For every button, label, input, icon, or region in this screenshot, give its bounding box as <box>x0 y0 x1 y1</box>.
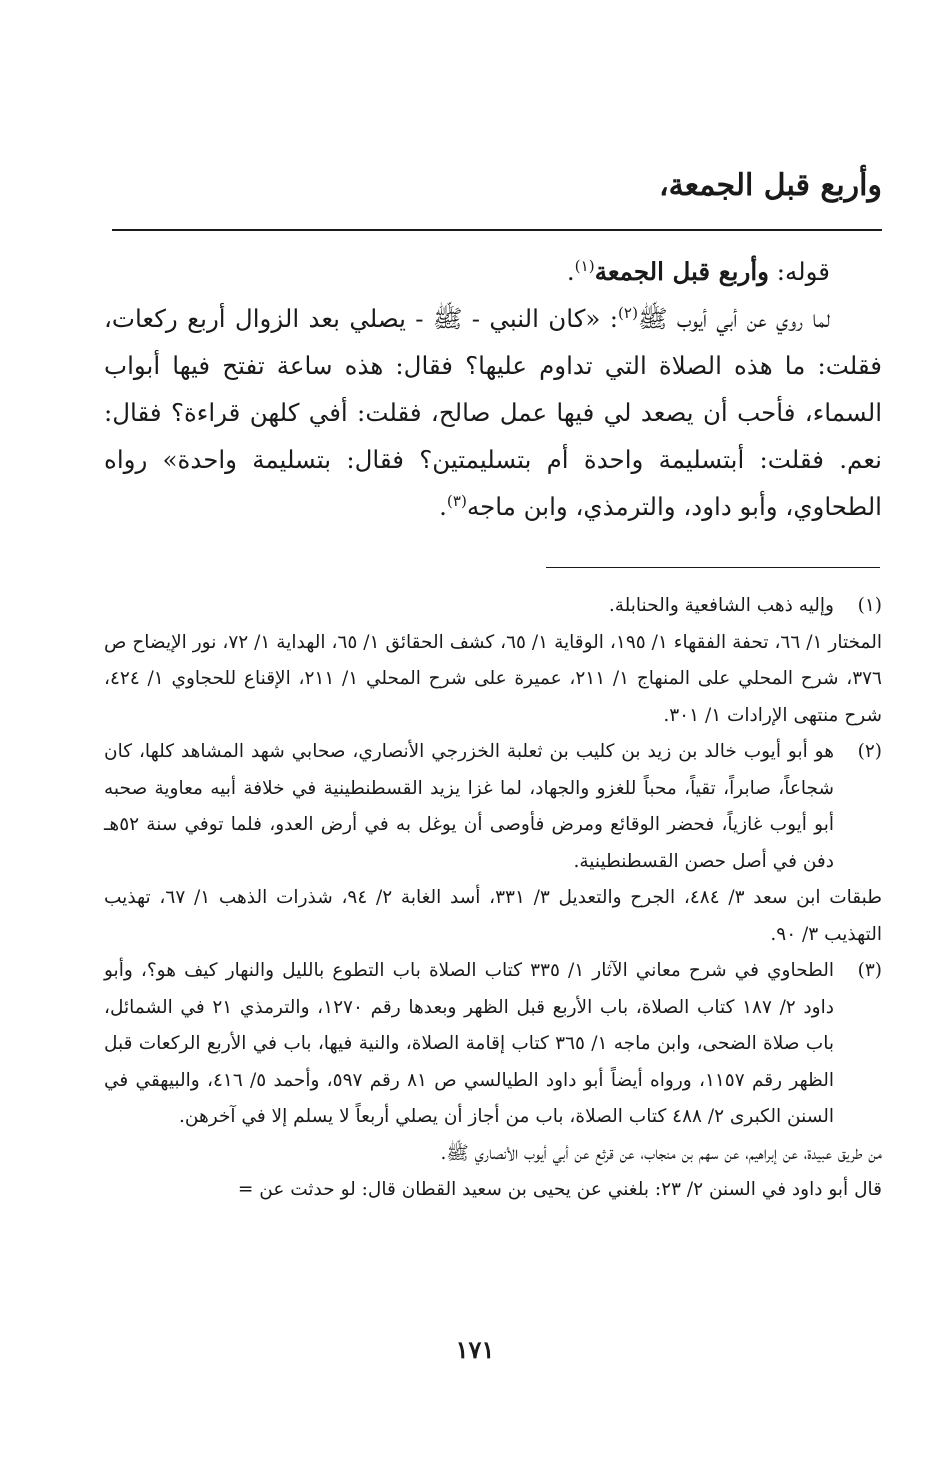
main-paragraph <box>104 295 882 530</box>
footnote-ref-3[interactable]: (٣) <box>446 491 467 510</box>
paragraph-part-2: : «كان النبي - ﷺ - يصلي بعد الزوال أربع ركعات، فقلت: ما هذه الصلاة التي تداوم عليها؟ فقال: هذه ساعة تفتح فيها أبواب السماء، فأحب أن يصعد لي فيها عمل صالح، فقلت: أفي كلهن قراءة؟ فقال: نعم. فقلت: أبتسليمة واحدة أم بتسليمتين؟ فقال: بتسليمة واحدة» رواه الطحاوي، وأبو داود، والترمذي، وابن ماجه <box>104 304 882 521</box>
footnote-number: (١) <box>857 595 882 616</box>
footnote-sources: المختار ١/ ٦٦، تحفة الفقهاء ١/ ١٩٥، الوقاية ١/ ٦٥، كشف الحقائق ١/ ٦٥، الهداية ١/ ٧٢، نور الإيضاح ص ٣٧٦، شرح المحلي على المنهاج ١/ ٢١١، عميرة على شرح المحلي ١/ ٢١١، الإقناع للحجاوي ١/ ٤٢٤، شرح منتهى الإرادات ١/ ٣٠١. <box>104 631 882 726</box>
header-rule <box>112 229 882 231</box>
footnote-number: (٣) <box>857 960 882 981</box>
footnote-1 <box>104 588 882 734</box>
footnote-text: الطحاوي في شرح معاني الآثار ١/ ٣٣٥ كتاب الصلاة باب التطوع بالليل والنهار كيف هو؟، وأبو داود ٢/ ١٨٧ كتاب الصلاة، باب الأربع قبل الظهر وبعدها رقم ١٢٧٠، والترمذي ٢١ في الشمائل، باب صلاة الضحى، وابن ماجه ١/ ٣٦٥ كتاب إقامة الصلاة، والنية فيها، باب في الأربع الركعات قبل الظهر رقم ١١٥٧، ورواه أيضاً أبو داود الطيالسي ص ٨١ رقم ٥٩٧، وأحمد ٥/ ٤١٦، والبيهقي في السنن الكبرى ٢/ ٤٨٨ كتاب الصلاة، باب من أجاز أن يصلي أربعاً لا يسلم إلا في آخرهن. <box>104 960 835 1127</box>
footnote-3 <box>104 953 882 1209</box>
footnote-ref-2[interactable]: (٢) <box>617 303 638 322</box>
footnote-continuation: قال أبو داود في السنن ٢/ ٢٣: بلغني عن يحيى بن سعيد القطان قال: لو حدثت عن = <box>237 1179 882 1200</box>
footnote-rule <box>546 567 880 568</box>
page-number: ١٧١ <box>455 1335 495 1364</box>
intro-prefix: قوله: <box>776 257 830 286</box>
footnote-chain: من طريق عبيدة، عن إبراهيم، عن سهم بن منجاب، عن قرثع عن أبي أيوب الأنصاري ﷺ. <box>440 1142 882 1164</box>
footnote-2 <box>104 734 882 953</box>
intro-line <box>104 248 882 295</box>
intro-end: . <box>566 257 575 286</box>
paragraph-part-1: لما روي عن أبي أيوب ﷺ <box>638 304 830 333</box>
running-head: وأربع قبل الجمعة، <box>658 168 882 203</box>
paragraph-end: . <box>439 492 447 521</box>
footnote-sources: طبقات ابن سعد ٣/ ٤٨٤، الجرح والتعديل ٣/ ٣٣١، أسد الغابة ٢/ ٩٤، شذرات الذهب ١/ ٦٧، تهذيب التهذيب ٣/ ٩٠. <box>104 887 882 945</box>
intro-quote: وأربع قبل الجمعة <box>594 257 769 286</box>
footnote-text: وإليه ذهب الشافعية والحنابلة. <box>608 595 834 616</box>
footnote-text: هو أبو أيوب خالد بن زيد بن كليب بن ثعلبة الخزرجي الأنصاري، صحابي شهد المشاهد كلها، كان شجاعاً، صابراً، تقياً، محباً للغزو والجهاد، لما غزا يزيد القسطنطينية في خلافة أبيه معاوية صحبه أبو أيوب غازياً، فحضر الوقائع ومرض فأوصى أن يوغل به في أرض العدو، فلما توفي سنة ٥٢هـ دفن في أصل حصن القسطنطينية. <box>104 741 834 872</box>
main-text <box>104 248 882 530</box>
footnote-number: (٢) <box>857 741 882 762</box>
footnotes <box>104 588 882 1209</box>
footnote-ref-1[interactable]: (١) <box>574 256 595 275</box>
